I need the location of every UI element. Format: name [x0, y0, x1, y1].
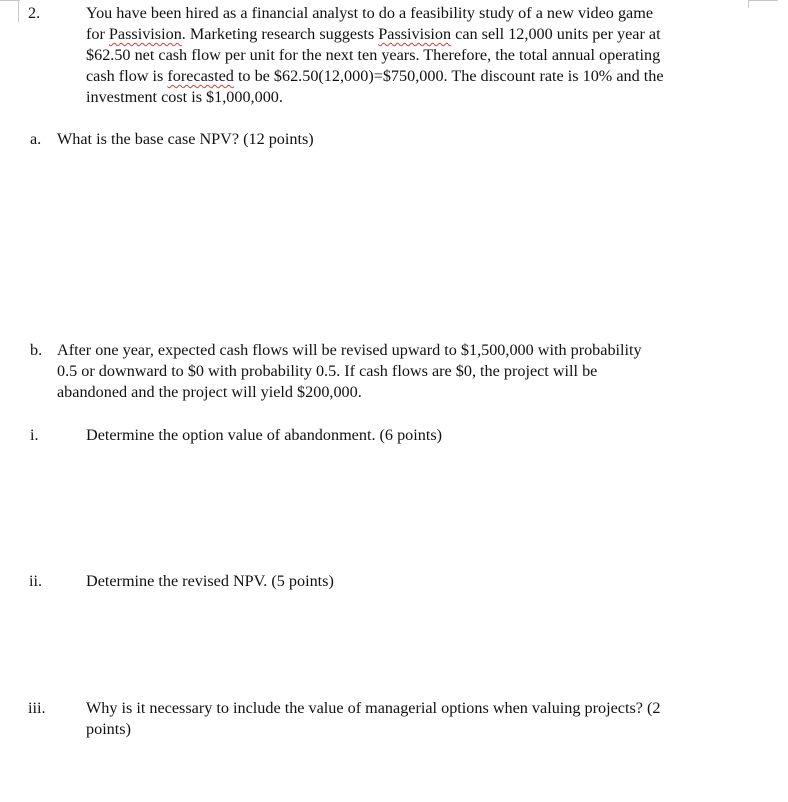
spellcheck-flagged-word: Passivision — [378, 25, 452, 43]
part-b-label: b. — [30, 341, 43, 359]
intro-line: $62.50 net cash flow per unit for the next ten years. Therefore, the total annual operating — [86, 46, 661, 64]
sub-i-label: i. — [30, 426, 39, 444]
sub-iii-text — [86, 698, 776, 740]
part-b-line: 0.5 or downward to $0 with probability 0.5. If cash flows are $0, the project will be — [57, 362, 598, 380]
intro-line: cash flow is forecasted to be $62.50(12,000)=$750,000. The discount rate is 10% and the — [86, 67, 664, 85]
part-a-question: What is the base case NPV? (12 points) — [57, 130, 314, 148]
spellcheck-flagged-word: Passivision — [108, 25, 182, 43]
intro-line: for Passivision. Marketing research suggests Passivision can sell 12,000 units per year at — [86, 25, 661, 43]
intro-line: You have been hired as a financial analyst to do a feasibility study of a new video game — [86, 4, 654, 22]
part-b-text — [57, 340, 777, 403]
sub-ii-text: Determine the revised NPV. (5 points) — [86, 572, 334, 590]
spellcheck-flagged-word: forecasted — [167, 67, 234, 85]
sub-i-text: Determine the option value of abandonment. (6 points) — [86, 426, 443, 444]
part-a-label: a. — [30, 130, 42, 148]
sub-iii-line: points) — [86, 720, 131, 738]
sub-ii-label: ii. — [29, 572, 43, 590]
page-corner-marker-left — [0, 0, 20, 3]
sub-iii-line: Why is it necessary to include the value of managerial options when valuing projects? (2 — [86, 699, 661, 717]
question-intro — [86, 3, 776, 108]
question-number: 2. — [28, 4, 41, 22]
sub-iii-label: iii. — [28, 699, 46, 717]
intro-line: investment cost is $1,000,000. — [86, 88, 283, 106]
part-b-line: After one year, expected cash flows will be revised upward to $1,500,000 with probability — [57, 341, 642, 359]
part-b-line: abandoned and the project will yield $200,000. — [57, 383, 362, 401]
